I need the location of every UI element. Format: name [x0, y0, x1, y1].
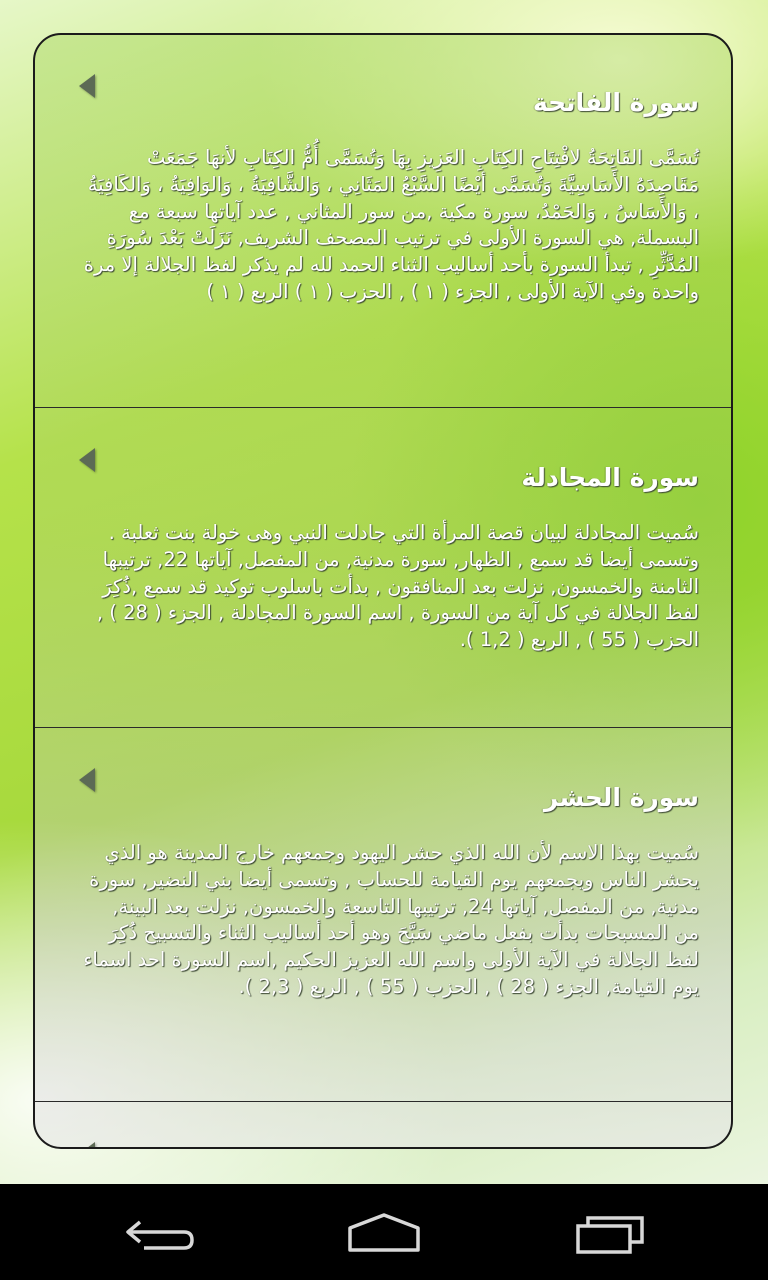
- list-item-al-hashr[interactable]: [35, 728, 731, 1102]
- surah-title: سورة المجادلة: [521, 463, 699, 492]
- list-item-al-mujadila[interactable]: [35, 408, 731, 728]
- expand-arrow-icon[interactable]: [79, 74, 95, 98]
- expand-arrow-icon[interactable]: [79, 768, 95, 792]
- surah-description: تُسَمَّى الفَاتِحَةُ لافْتِتَاحِ الكِتَابِ العَزِيزِ بِهَا وَتُسَمَّى أُمُّ الكِتَابِ لأنهَا جَمَعَتْ مَقَاصِدَهُ الأَسَاسِيَّةَ وَتُسَمَّى أيْضًا السَّبْعُ المَثَانِي ، وَالشَّافِيَةُ ، وَالوَافِيَةُ ، وَالكَافِيَةُ ، وَالأَسَاسُ ، وَالحَمْدُ، سورة مكية ,من سور المثاني , عدد آياتها سبعة مع البسملة, هي السورة الأولى في ترتيب المصحف الشريف, نَزَلَتْ بَعْدَ سُورَةِ المُدَّثِّرِ , تبدأ السورة بأحد أساليب الثناء الحمد لله لم يذكر لفظ الجلالة إلا مرة واحدة وفي الآية الأولى , الجزء ( ١ ) , الحزب ( ١ ) الربع ( ١ ): [83, 146, 699, 303]
- surah-list: [33, 33, 733, 1149]
- expand-arrow-icon[interactable]: [79, 1142, 95, 1149]
- recent-apps-button[interactable]: [560, 1202, 660, 1262]
- surah-description: سُميت المجادلة لبيان قصة المرأة التي جادلت النبي وهى خولة بنت ثعلبة . وتسمى أيضا قد سمع , الظهار, سورة مدنية, من المفصل, آياتها 22, ترتيبها الثامنة والخمسون, نزلت بعد المنافقون , بدأت باسلوب توكيد قد سمع ,ذُكِرَ لفظ الجلالة في كل آية من السورة , اسم السورة المجادلة , الجزء ( 28 ) , الحزب ( 55 ) , الربع ( 1,2 ).: [96, 521, 699, 652]
- recent-apps-icon: [560, 1202, 660, 1262]
- surah-title: سورة الفاتحة: [532, 88, 699, 117]
- list-item-partial[interactable]: [35, 1102, 731, 1149]
- back-button[interactable]: [110, 1202, 210, 1262]
- home-icon: [334, 1202, 434, 1262]
- surah-description: سُميت بهذا الاسم لأن الله الذي حشر اليهود وجمعهم خارج المدينة هو الذي يحشر الناس ويجمعهم يوم القيامة للحساب , وتسمى أيضا بني النضير, سورة مدنية, من المفصل, آياتها 24, ترتيبها التاسعة والخمسون, نزلت بعد البينة, من المسبحات بدأت بفعل ماضي سَبَّحَ وهو أحد أساليب الثناء والتسبيح ذُكِرَ لفظ الجلالة في الآية الأولى واسم الله العزيز الحكيم ,اسم السورة احد اسماء يوم القيامة, الجزء ( 28 ) , الحزب ( 55 ) , الربع ( 2,3 ).: [83, 841, 699, 998]
- list-item-al-fatiha[interactable]: [35, 35, 731, 408]
- system-navigation-bar: [0, 1184, 768, 1280]
- expand-arrow-icon[interactable]: [79, 448, 95, 472]
- surah-title: سورة الحشر: [543, 783, 699, 812]
- back-icon: [110, 1202, 210, 1262]
- home-button[interactable]: [334, 1202, 434, 1262]
